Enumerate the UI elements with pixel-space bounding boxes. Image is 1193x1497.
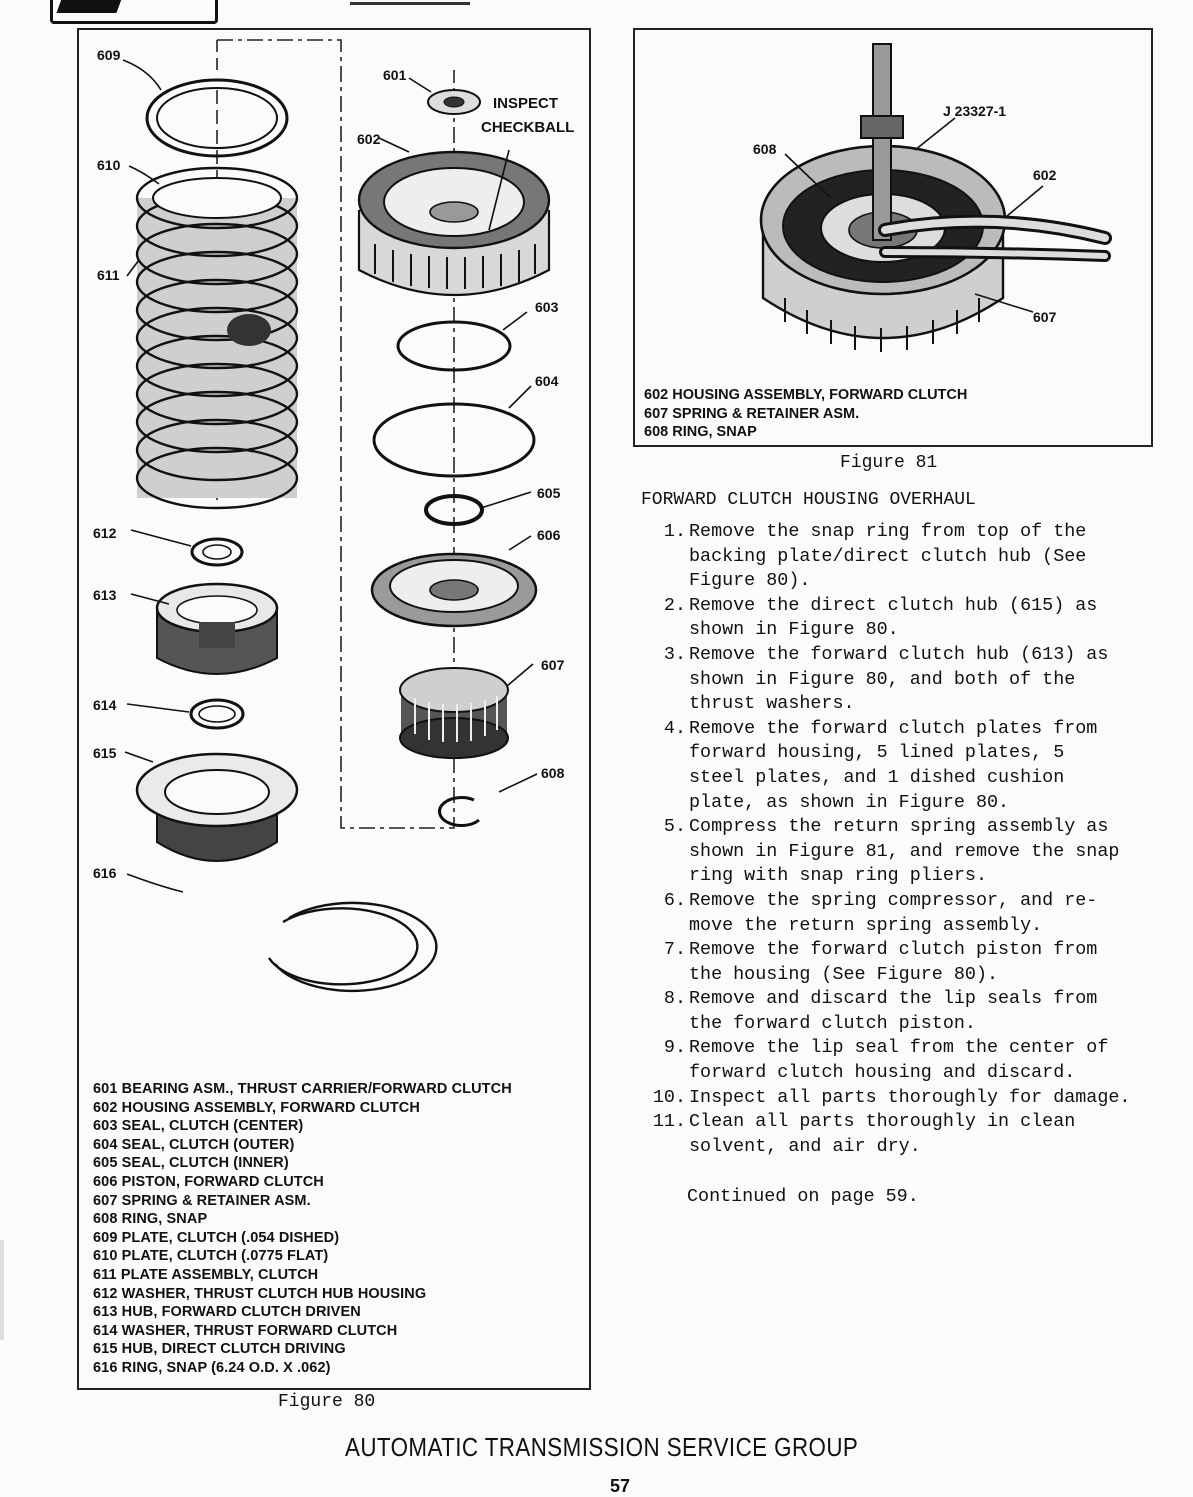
legend-item-609: 609 PLATE, CLUTCH (.054 DISHED)	[93, 1229, 340, 1246]
legend-item-607: 607 SPRING & RETAINER ASM.	[93, 1192, 311, 1209]
callout-602: 602	[357, 131, 381, 147]
legend-item-601: 601 BEARING ASM., THRUST CARRIER/FORWARD CLUTCH	[93, 1081, 512, 1097]
legend-item-611: 611 PLATE ASSEMBLY, CLUTCH	[93, 1266, 319, 1283]
callout-608: 608	[753, 141, 777, 157]
scan-edge	[0, 1240, 4, 1340]
part-613-forward-clutch-hub	[157, 584, 277, 674]
section-title: FORWARD CLUTCH HOUSING OVERHAUL	[641, 490, 976, 510]
page-number: 57	[610, 1476, 631, 1496]
part-602-housing	[359, 152, 549, 295]
callout-612: 612	[93, 525, 117, 541]
callout-606: 606	[537, 527, 561, 543]
legend-item-614: 614 WASHER, THRUST FORWARD CLUTCH	[93, 1322, 398, 1339]
legend-item-612: 612 WASHER, THRUST CLUTCH HUB HOUSING	[93, 1285, 427, 1302]
legend-item-603: 603 SEAL, CLUTCH (CENTER)	[93, 1118, 304, 1135]
figure-80-frame	[77, 28, 591, 1390]
callout-609: 609	[97, 47, 121, 63]
inspect-note-line2: CHECKBALL	[481, 119, 575, 136]
figure-81-legend	[644, 386, 967, 442]
legend81-item-602: 602 HOUSING ASSEMBLY, FORWARD CLUTCH	[644, 387, 968, 403]
step-item: 1. Remove the snap ring from top of the backing plate/direct clutch hub (See Figure 80).	[663, 521, 1087, 592]
part-606-piston	[372, 554, 536, 626]
part-612-washer	[192, 539, 242, 565]
step-item: 9. Remove the lip seal from the center of forward clutch housing and discard.	[663, 1037, 1109, 1084]
figure-80-caption: Figure 80	[278, 1392, 376, 1412]
callout-614: 614	[93, 697, 117, 713]
part-615-direct-clutch-hub	[137, 754, 297, 861]
inspect-note-line1: INSPECT	[493, 95, 559, 112]
header-fragment	[350, 0, 470, 5]
legend81-item-608: 608 RING, SNAP	[644, 424, 757, 440]
legend-item-613: 613 HUB, FORWARD CLUTCH DRIVEN	[93, 1304, 361, 1321]
part-610-611-clutch-pack	[137, 168, 297, 508]
figure-81-caption: Figure 81	[840, 453, 938, 473]
callout-605: 605	[537, 485, 561, 501]
legend-item-610: 610 PLATE, CLUTCH (.0775 FLAT)	[93, 1248, 329, 1265]
step-item: 5. Compress the return spring assembly as shown in Figure 81, and remove the snap ring with snap ring pliers.	[663, 816, 1120, 887]
step-item: 3. Remove the forward clutch hub (613) as shown in Figure 80, and both of the thrust washers.	[663, 643, 1109, 715]
legend81-item-607: 607 SPRING & RETAINER ASM.	[644, 405, 860, 422]
callout-604: 604	[535, 373, 559, 389]
procedure-steps	[638, 520, 1185, 1159]
callout-610: 610	[97, 157, 121, 173]
callout-607: 607	[1033, 309, 1057, 325]
callout-602: 602	[1033, 167, 1057, 183]
spring-compressor-illustration	[635, 30, 1151, 380]
callout-611: 611	[97, 267, 120, 283]
legend-item-615: 615 HUB, DIRECT CLUTCH DRIVING	[93, 1341, 346, 1358]
part-608-snap-ring	[439, 798, 479, 826]
part-616-snap-ring	[269, 903, 436, 991]
step-item: 7. Remove the forward clutch piston from the housing (See Figure 80).	[663, 939, 1098, 985]
legend-item-606: 606 PISTON, FORWARD CLUTCH	[93, 1173, 324, 1190]
legend-item-604: 604 SEAL, CLUTCH (OUTER)	[93, 1136, 295, 1153]
part-614-washer	[191, 700, 243, 728]
legend-item-602: 602 HOUSING ASSEMBLY, FORWARD CLUTCH	[93, 1099, 420, 1116]
legend-item-616: 616 RING, SNAP (6.24 O.D. X .062)	[93, 1359, 331, 1376]
part-607-spring-retainer	[400, 668, 508, 758]
step-item: 10. Inspect all parts thoroughly for damage.	[652, 1086, 1131, 1108]
callout-601: 601	[383, 67, 407, 83]
part-601-bearing	[428, 90, 480, 114]
continued-note: Continued on page 59.	[687, 1186, 919, 1207]
callout-607: 607	[541, 657, 565, 673]
step-item: 4. Remove the forward clutch plates from forward housing, 5 lined plates, 5 steel plates, and 1 dished cushion plate, as shown in Figure 80.	[663, 717, 1098, 813]
step-item: 8. Remove and discard the lip seals from the forward clutch piston.	[663, 988, 1098, 1034]
step-item: 2. Remove the direct clutch hub (615) as shown in Figure 80.	[663, 594, 1098, 641]
callout-608: 608	[541, 765, 565, 781]
figure-81-frame	[633, 28, 1153, 447]
exploded-view-diagram	[79, 30, 589, 1070]
callout-616: 616	[93, 865, 117, 881]
atsg-logo	[50, 0, 218, 24]
step-item: 11. Clean all parts thoroughly in clean solvent, and air dry.	[652, 1111, 1076, 1157]
callout-615: 615	[93, 745, 117, 761]
callout-603: 603	[535, 299, 559, 315]
callout-tool-j23327: J 23327-1	[943, 103, 1007, 119]
legend-item-608: 608 RING, SNAP	[93, 1211, 208, 1228]
legend-item-605: 605 SEAL, CLUTCH (INNER)	[93, 1155, 289, 1172]
callout-613: 613	[93, 587, 117, 603]
figure-80-legend	[93, 1080, 512, 1378]
step-item: 6. Remove the spring compressor, and re- move the return spring assembly.	[663, 889, 1098, 936]
footer-title: AUTOMATIC TRANSMISSION SERVICE GROUP	[345, 1432, 859, 1462]
